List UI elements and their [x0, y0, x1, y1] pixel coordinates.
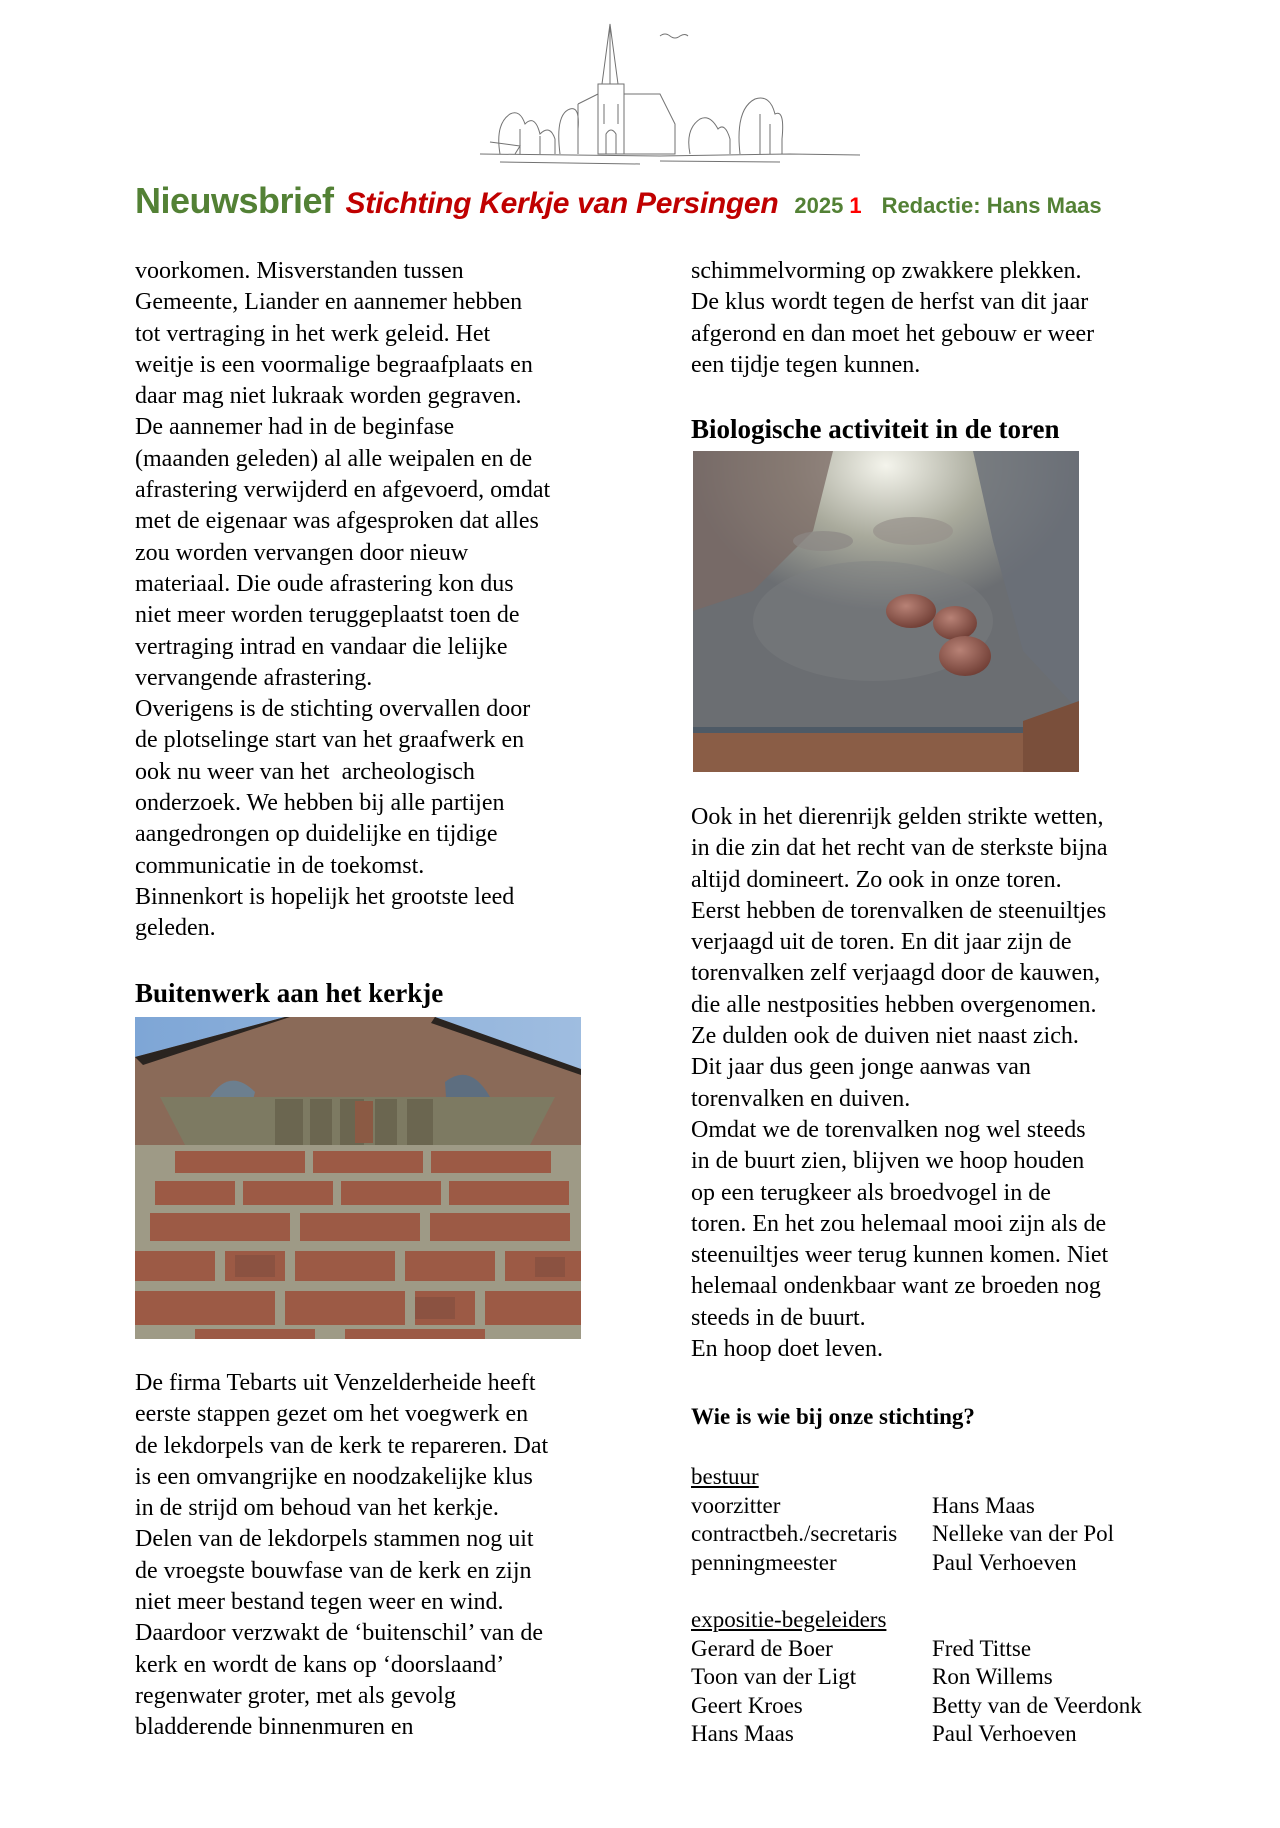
- text-line: schimmelvorming op zwakkere plekken.: [691, 258, 1082, 284]
- tower-nest-photo: [693, 451, 1079, 772]
- text-line: op een terugkeer als broedvogel in de: [691, 1179, 1051, 1206]
- text-line: een tijdje tegen kunnen.: [691, 351, 921, 378]
- guide-name: Gerard de Boer: [691, 1635, 833, 1661]
- text-line: helemaal ondenkbaar want ze broeden nog: [691, 1273, 1101, 1300]
- text-line: de vroegste bouwfase van de kerk en zijn: [135, 1557, 532, 1584]
- text-line: torenvalken zelf verjaagd door de kauwen,: [691, 960, 1101, 987]
- text-line: vervangende afrastering.: [135, 664, 373, 691]
- text-line: eerste stappen gezet om het voegwerk en: [135, 1401, 529, 1428]
- text-line: materiaal. Die oude afrastering kon dus: [135, 570, 514, 597]
- board-table: [691, 1463, 1114, 1577]
- text-line: niet meer worden teruggeplaatst toen de: [135, 602, 520, 629]
- text-line: die alle nestposities hebben overgenomen.: [691, 991, 1097, 1018]
- guide-name: Toon van der Ligt: [691, 1664, 857, 1689]
- guide-name: Fred Tittse: [932, 1635, 1032, 1661]
- text-line: voorkomen. Misverstanden tussen: [135, 258, 464, 284]
- text-line: bladderende binnenmuren en: [135, 1714, 414, 1741]
- left-buitenwerk-text: [135, 1368, 635, 1744]
- text-line: aangedrongen op duidelijke en tijdige: [135, 821, 498, 848]
- text-line: Binnenkort is hopelijk het grootste leed: [135, 883, 515, 910]
- section-heading-wie-is-wie: Wie is wie bij onze stichting?: [691, 1404, 975, 1429]
- text-line: Dit jaar dus geen jonge aanwas van: [691, 1054, 1031, 1081]
- text-line: de plotselinge start van het graafwerk en: [135, 727, 525, 754]
- text-line: De aannemer had in de beginfase: [135, 414, 455, 441]
- foundation-name: Stichting Kerkje van Persingen: [345, 187, 779, 220]
- text-line: geleden.: [135, 915, 216, 942]
- board-row: [691, 1549, 1114, 1578]
- board-title: bestuur: [691, 1464, 759, 1489]
- board-role: contractbeh./secretaris: [691, 1521, 898, 1546]
- guides-row: [691, 1720, 1142, 1749]
- brick-wall-image-icon: [135, 1017, 581, 1339]
- text-line: Daardoor verzwakt de ‘buitenschil’ van de: [135, 1620, 544, 1647]
- nest-eggs-image-icon: [693, 451, 1079, 772]
- text-line: Overigens is de stichting overvallen door: [135, 696, 531, 723]
- text-line: in die zin dat het recht van de sterkste bijna: [691, 835, 1108, 862]
- section-heading-biologische-activiteit: Biologische activiteit in de toren: [691, 414, 1060, 444]
- text-line: zou worden vervangen door nieuw: [135, 539, 469, 566]
- text-line: Ook in het dierenrijk gelden strikte wetten,: [691, 804, 1104, 830]
- text-line: tot vertraging in het werk geleid. Het: [135, 320, 491, 347]
- text-line: in de strijd om behoud van het kerkje.: [135, 1495, 499, 1522]
- text-line: vertraging intrad en vandaar die lelijke: [135, 633, 508, 660]
- text-line: ook nu weer van het archeologisch: [135, 758, 475, 785]
- board-member: Nelleke van der Pol: [932, 1521, 1115, 1546]
- right-biologie-text: [691, 802, 1191, 1365]
- left-intro-text: [135, 256, 635, 945]
- text-line: afrastering verwijderd en afgevoerd, omdat: [135, 477, 551, 504]
- board-row: [691, 1520, 1114, 1549]
- text-line: altijd domineert. Zo ook in onze toren.: [691, 866, 1062, 893]
- board-role: voorzitter: [691, 1492, 781, 1518]
- text-line: Omdat we de torenvalken nog wel steeds: [691, 1116, 1086, 1143]
- text-line: met de eigenaar was afgesproken dat alles: [135, 508, 539, 535]
- board-member: Hans Maas: [932, 1492, 1035, 1518]
- text-line: (maanden geleden) al alle weipalen en de: [135, 445, 533, 472]
- church-sketch-image: [460, 14, 940, 174]
- guides-row: [691, 1663, 1142, 1692]
- text-line: regenwater groter, met als gevolg: [135, 1682, 456, 1709]
- issue-year: 2025: [794, 193, 844, 218]
- text-line: daar mag niet lukraak worden gegraven.: [135, 383, 522, 410]
- guides-title: expositie-begeleiders: [691, 1607, 887, 1632]
- text-line: de lekdorpels van de kerk te repareren. Dat: [135, 1432, 549, 1459]
- text-line: Gemeente, Liander en aannemer hebben: [135, 289, 523, 316]
- text-line: steenuiltjes weer terug kunnen komen. Niet: [691, 1242, 1109, 1269]
- text-line: is een omvangrijke en noodzakelijke klus: [135, 1463, 533, 1490]
- text-line: steeds in de buurt.: [691, 1304, 866, 1331]
- text-line: torenvalken en duiven.: [691, 1085, 911, 1112]
- newsletter-label: Nieuwsbrief: [135, 180, 334, 221]
- board-role: penningmeester: [691, 1549, 837, 1575]
- guide-name: Ron Willems: [932, 1664, 1053, 1689]
- text-line: weitje is een voormalige begraafplaats en: [135, 351, 533, 378]
- text-line: afgerond en dan moet het gebouw er weer: [691, 320, 1095, 347]
- newsletter-title: [135, 180, 1175, 230]
- text-line: Ze dulden ook de duiven niet naast zich.: [691, 1023, 1079, 1050]
- text-line: De klus wordt tegen de herfst van dit jaar: [691, 289, 1089, 316]
- text-line: onderzoek. We hebben bij alle partijen: [135, 790, 505, 817]
- text-line: Eerst hebben de torenvalken de steenuiltjes: [691, 897, 1107, 924]
- section-heading-buitenwerk: Buitenwerk aan het kerkje: [135, 978, 444, 1008]
- text-line: verjaagd uit de toren. En dit jaar zijn de: [691, 929, 1072, 956]
- board-row: [691, 1492, 1114, 1521]
- guide-name: Paul Verhoeven: [932, 1721, 1077, 1746]
- text-line: communicatie in de toekomst.: [135, 852, 425, 879]
- guides-row: [691, 1635, 1142, 1664]
- board-member: Paul Verhoeven: [932, 1549, 1077, 1575]
- text-line: De firma Tebarts uit Venzelderheide heeft: [135, 1370, 536, 1396]
- church-wall-photo: [135, 1017, 581, 1339]
- text-line: in de buurt zien, blijven we hoop houden: [691, 1148, 1085, 1175]
- guide-name: Betty van de Veerdonk: [932, 1692, 1142, 1718]
- text-line: En hoop doet leven.: [691, 1336, 883, 1363]
- guide-name: Geert Kroes: [691, 1692, 803, 1718]
- editor-credit: Redactie: Hans Maas: [881, 193, 1102, 218]
- text-line: Delen van de lekdorpels stammen nog uit: [135, 1526, 534, 1553]
- guides-row: [691, 1692, 1142, 1721]
- right-continued-text: [691, 256, 1191, 381]
- guide-name: Hans Maas: [691, 1721, 794, 1746]
- text-line: niet meer bestand tegen weer en wind.: [135, 1589, 504, 1616]
- text-line: kerk en wordt de kans op ‘doorslaand’: [135, 1651, 505, 1678]
- issue-number: 1: [849, 193, 862, 218]
- church-sketch-icon: [460, 14, 940, 174]
- text-line: toren. En het zou helemaal mooi zijn als de: [691, 1210, 1107, 1237]
- guides-table: [691, 1606, 1142, 1749]
